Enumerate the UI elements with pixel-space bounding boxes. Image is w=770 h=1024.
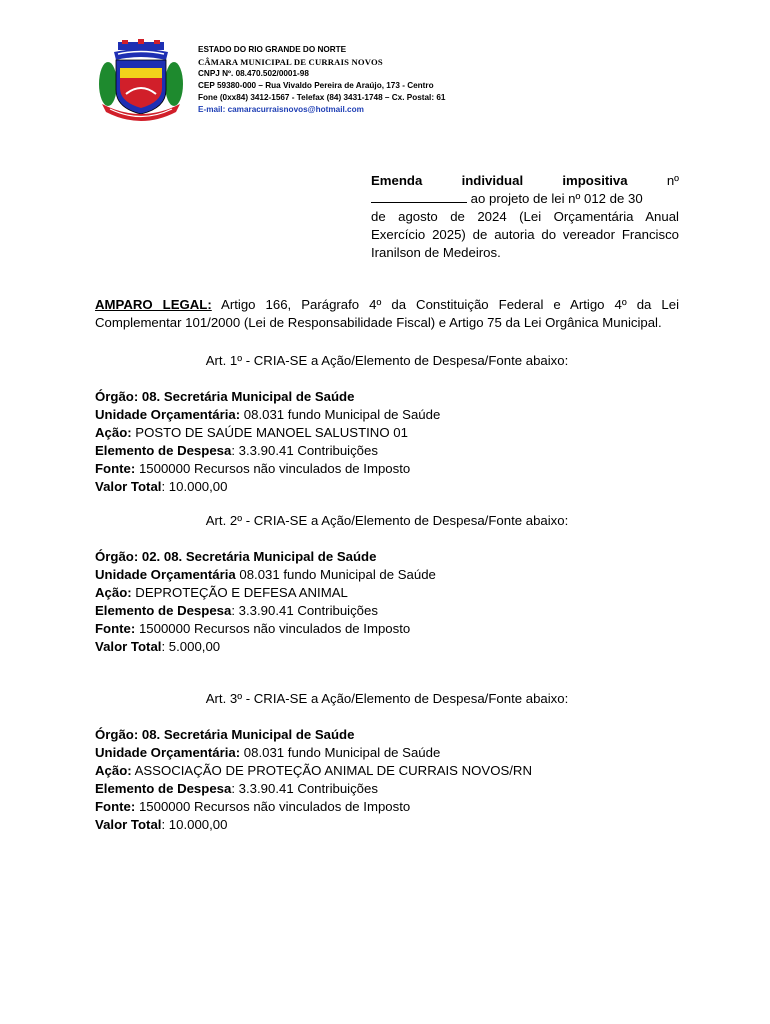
letterhead-text [198, 44, 445, 116]
document-body [95, 296, 679, 834]
acao-value: POSTO DE SAÚDE MANOEL SALUSTINO 01 [131, 425, 408, 440]
fonte-value: 1500000 Recursos não vinculados de Imposto [135, 461, 411, 476]
fonte-value: 1500000 Recursos não vinculados de Imposto [135, 799, 411, 814]
unidade-value: 08.031 fundo Municipal de Saúde [240, 407, 441, 422]
letterhead [96, 38, 696, 128]
amparo-text: Artigo 166, Parágrafo 4º da Constituição Federal e Artigo 4º da Lei Complementar 101/2000 (Lei de Responsabilidade Fiscal) e Artigo 75 da Lei Orgânica Municipal. [95, 297, 679, 330]
state-line: ESTADO DO RIO GRANDE DO NORTE [198, 45, 347, 54]
email-line: E-mail: camaracurraisnovos@hotmail.com [198, 105, 364, 114]
fonte-value: 1500000 Recursos não vinculados de Imposto [135, 621, 411, 636]
unidade-value: 08.031 fundo Municipal de Saúde [240, 745, 441, 760]
orgao: Órgão: 02. 08. Secretária Municipal de Saúde [95, 549, 377, 564]
emenda-first-line: Emenda individual impositiva nº [371, 173, 679, 188]
elemento-value: : 3.3.90.41 Contribuições [231, 443, 378, 458]
address-line: CEP 59380-000 – Rua Vivaldo Pereira de Araújo, 173 - Centro [198, 81, 434, 90]
phone-line: Fone (0xx84) 3412-1567 - Telefax (84) 3431-1748 – Cx. Postal: 61 [198, 93, 446, 102]
article-2-heading: Art. 2º - CRIA-SE a Ação/Elemento de Despesa/Fonte abaixo: [205, 513, 569, 528]
valor-value: : 10.000,00 [161, 817, 228, 832]
article-1-heading: Art. 1º - CRIA-SE a Ação/Elemento de Despesa/Fonte abaixo: [205, 353, 569, 368]
valor-value: : 5.000,00 [161, 639, 221, 654]
acao-value: ASSOCIAÇÃO DE PROTEÇÃO ANIMAL DE CURRAIS NOVOS/RN [131, 763, 532, 778]
acao-value: DEPROTEÇÃO E DEFESA ANIMAL [131, 585, 348, 600]
chamber-name: CÂMARA MUNICIPAL DE CURRAIS NOVOS [198, 57, 383, 67]
article-3-block: Órgão: 08. Secretária Municipal de Saúde Unidade Orçamentária: 08.031 fundo Municipal de Saúde Ação: ASSOCIAÇÃO DE PROTEÇÃO ANIMAL DE CURRAIS NOVOS/RN Elemento de Despesa: 3.3.90.41 Contribuições Fonte: 1500000 Recursos não vinculados de Imposto Valor Total: 10.000,00 [95, 727, 532, 832]
emenda-heading [371, 172, 679, 262]
orgao: Órgão: 08. Secretária Municipal de Saúde [95, 389, 355, 404]
emenda-second-line: ao projeto de lei nº 012 de 30 [371, 190, 679, 208]
municipal-crest-icon [96, 38, 186, 122]
elemento-value: : 3.3.90.41 Contribuições [231, 603, 378, 618]
article-2-block: Órgão: 02. 08. Secretária Municipal de Saúde Unidade Orçamentária 08.031 fundo Municipal de Saúde Ação: DEPROTEÇÃO E DEFESA ANIMAL Elemento de Despesa: 3.3.90.41 Contribuições Fonte: 1500000 Recursos não vinculados de Imposto Valor Total: 5.000,00 [95, 549, 436, 654]
valor-value: : 10.000,00 [161, 479, 228, 494]
elemento-value: : 3.3.90.41 Contribuições [231, 781, 378, 796]
amparo-label: AMPARO LEGAL: [95, 297, 212, 312]
number-blank [371, 190, 467, 203]
article-1-block: Órgão: 08. Secretária Municipal de Saúde Unidade Orçamentária: 08.031 fundo Municipal de Saúde Ação: POSTO DE SAÚDE MANOEL SALUSTINO 01 Elemento de Despesa: 3.3.90.41 Contribuições Fonte: 1500000 Recursos não vinculados de Imposto Valor Total: 10.000,00 [95, 389, 441, 494]
unidade-value: 08.031 fundo Municipal de Saúde [235, 567, 436, 582]
amparo-legal [95, 296, 679, 332]
article-3-heading: Art. 3º - CRIA-SE a Ação/Elemento de Despesa/Fonte abaixo: [205, 691, 569, 706]
emenda-rest: de agosto de 2024 (Lei Orçamentária Anual Exercício 2025) de autoria do vereador Francisco Iranilson de Medeiros. [371, 209, 679, 260]
orgao: Órgão: 08. Secretária Municipal de Saúde [95, 727, 355, 742]
cnpj-line: CNPJ Nº. 08.470.502/0001-98 [198, 69, 309, 78]
